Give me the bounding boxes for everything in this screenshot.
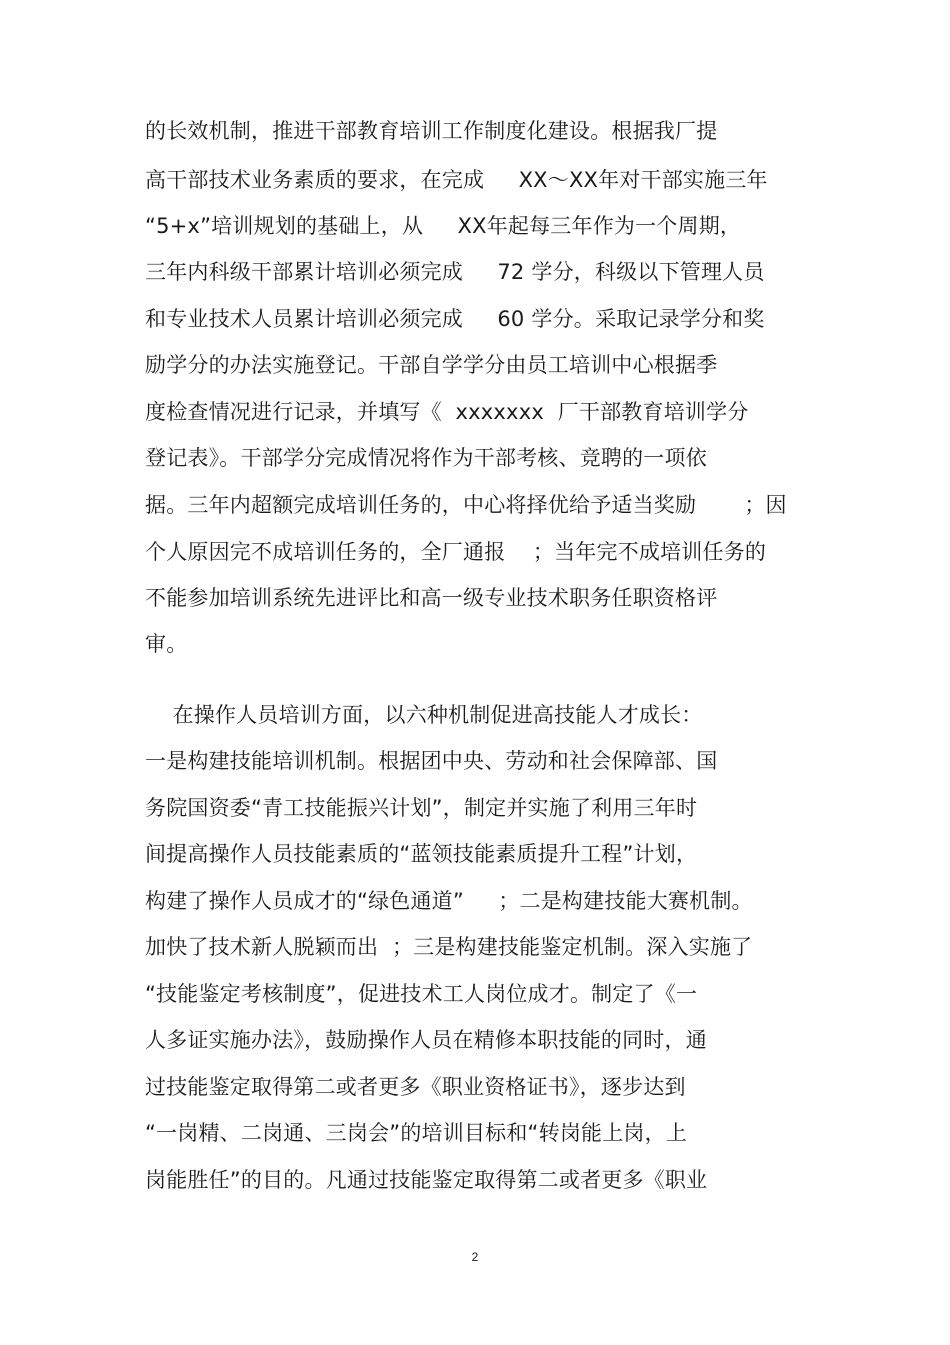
text-line: 过技能鉴定取得第二或者更多《职业资格证书》，逐步达到 <box>145 1075 686 1099</box>
text-line: 个人原因完不成培训任务的，全厂通报 ；当年完不成培训任务的 <box>145 540 767 564</box>
text-line: 据。三年内超额完成培训任务的，中心将择优给予适当奖励 ；因 <box>145 493 787 517</box>
text-line: 励学分的办法实施登记。干部自学学分由员工培训中心根据季 <box>145 353 718 377</box>
text-line: 岗能胜任”的目的。凡通过技能鉴定取得第二或者更多《职业 <box>145 1168 708 1192</box>
text-line: 度检查情况进行记录，并填写《 xxxxxxx 厂干部教育培训学分 <box>145 400 749 424</box>
text-line: “一岗精、二岗通、三岗会”的培训目标和“转岗能上岗，上 <box>145 1121 688 1145</box>
paragraph-first-line: 在操作人员培训方面，以六种机制促进高技能人才成长： <box>145 703 703 727</box>
text-line: “5+x”培训规划的基础上，从 XX年起每三年作为一个周期， <box>145 214 742 238</box>
text-line: 构建了操作人员成才的“绿色通道” ；二是构建技能大赛机制。 <box>145 889 753 913</box>
text-line: 加快了技术新人脱颖而出 ；三是构建技能鉴定机制。深入实施了 <box>145 935 753 959</box>
text-line: 间提高操作人员技能素质的“蓝领技能素质提升工程”计划， <box>145 842 698 866</box>
page-number: 2 <box>471 1250 479 1264</box>
text-line: 人多证实施办法》，鼓励操作人员在精修本职技能的同时，通 <box>145 1028 707 1052</box>
text-line: 和专业技术人员累计培训必须完成 60 学分。采取记录学分和奖 <box>145 307 765 331</box>
text-line: 三年内科级干部累计培训必须完成 72 学分，科级以下管理人员 <box>145 260 765 284</box>
text-line: 不能参加培训系统先进评比和高一级专业技术职务任职资格评 <box>145 586 718 610</box>
text-line: “技能鉴定考核制度”，促进技术工人岗位成才。制定了《一 <box>145 982 698 1006</box>
text-line: 务院国资委“青工技能振兴计划”，制定并实施了利用三年时 <box>145 796 698 820</box>
text-line: 登记表》。干部学分完成情况将作为干部考核、竞聘的一项依 <box>145 446 707 470</box>
text-line: 审。 <box>145 632 188 656</box>
text-line: 高干部技术业务素质的要求，在完成 XX～XX年对干部实施三年 <box>145 168 768 192</box>
text-line: 的长效机制，推进干部教育培训工作制度化建设。根据我厂提 <box>145 119 718 143</box>
text-line: 一是构建技能培训机制。根据团中央、劳动和社会保障部、国 <box>145 749 718 773</box>
